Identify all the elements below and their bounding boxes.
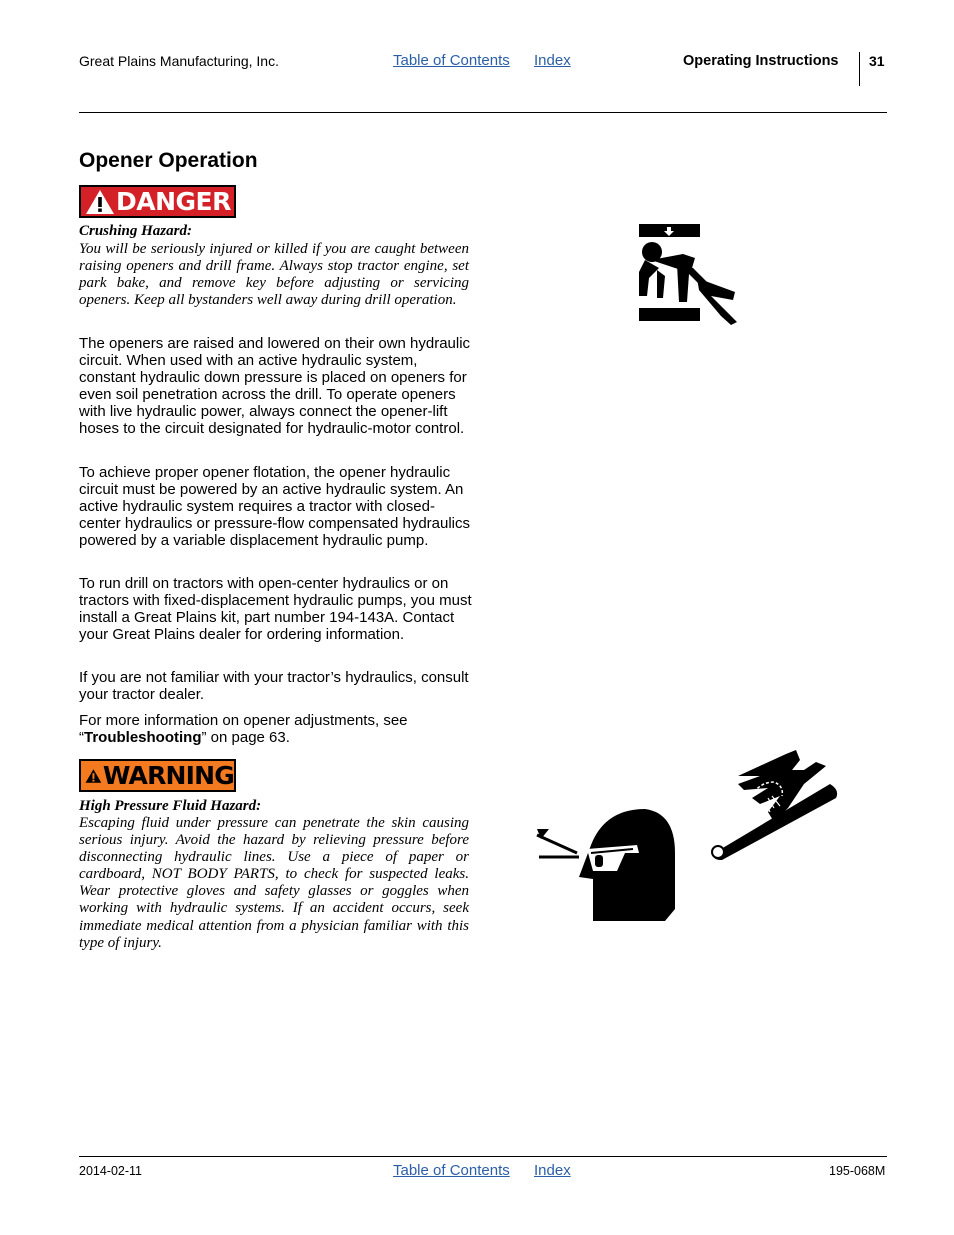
paragraph-4: If you are not familiar with your tractor’s hydraulics, consult your tractor dealer.	[79, 669, 469, 704]
reference-paragraph	[79, 712, 474, 746]
danger-label	[79, 185, 236, 218]
header-divider	[859, 52, 860, 86]
warning-label-text: WARNING	[102, 761, 234, 790]
paragraph-3: To run drill on tractors with open-center hydraulics or on tractors with fixed-displacement hydraulic pumps, you must install a Great Plains kit, part number 194-143A. Contact your Great Plains dealer for ordering information.	[79, 575, 472, 644]
troubleshooting-link[interactable]: Troubleshooting	[84, 729, 202, 747]
eye-protection-pictogram	[533, 805, 678, 925]
crushing-hazard-heading: Crushing Hazard:	[79, 223, 192, 239]
paragraph-1: The openers are raised and lowered on their own hydraulic circuit. When used with an active hydraulic system, constant hydraulic down pressure is placed on openers for even soil penetration across the drill. To operate openers with live hydraulic power, always connect the opener-lift hoses to the circuit designated for hydraulic-motor control.	[79, 335, 471, 438]
footer-date: 2014-02-11	[79, 1164, 143, 1178]
header-toc-link[interactable]: Table of Contents	[393, 52, 510, 69]
fluid-hazard-body: Escaping fluid under pressure can penetrate the skin causing serious injury. Avoid the hazard by relieving pressure before disconnecting hydraulic lines. Use a piece of paper or cardboard, NOT BODY PARTS, to check for suspected leaks. Wear protective gloves and safety glasses or goggles when working with hydraulic systems. If an accident occurs, seek immediate medical attention from a physician familiar with this type of injury.	[79, 815, 469, 951]
footer-rule	[79, 1156, 887, 1157]
company-name: Great Plains Manufacturing, Inc.	[79, 53, 279, 69]
page-number: 31	[869, 53, 885, 69]
warning-alert-icon	[85, 763, 102, 789]
page-title: Opener Operation	[79, 149, 258, 172]
reference-prefix: For more information on opener adjustments, see “	[79, 712, 408, 747]
header-rule	[79, 112, 887, 113]
danger-label-text: DANGER	[116, 187, 231, 216]
footer-doc-number: 195-068M	[829, 1164, 886, 1178]
reference-suffix: ” on page 63.	[201, 729, 290, 747]
paragraph-2: To achieve proper opener flotation, the opener hydraulic circuit must be powered by an active hydraulic system. An active hydraulic system requires a tractor with closed-center hydraulics or pressure-flow compensated hydraulics powered by a variable displacement hydraulic pump.	[79, 464, 471, 550]
footer-index-link[interactable]: Index	[534, 1162, 571, 1179]
warning-label	[79, 759, 236, 792]
section-title: Operating Instructions	[683, 53, 839, 69]
danger-alert-icon	[85, 189, 115, 215]
crushing-hazard-body: You will be seriously injured or killed if you are caught between raising openers and drill frame. Always stop tractor engine, set park bake, and remove key before adjusting or servicing openers. Keep all bystanders well away during drill operation.	[79, 241, 469, 309]
footer-toc-link[interactable]: Table of Contents	[393, 1162, 510, 1179]
header-index-link[interactable]: Index	[534, 52, 571, 69]
fluid-hazard-heading: High Pressure Fluid Hazard:	[79, 798, 262, 814]
fluid-injection-pictogram	[708, 748, 840, 860]
crushing-hazard-pictogram	[637, 224, 741, 326]
